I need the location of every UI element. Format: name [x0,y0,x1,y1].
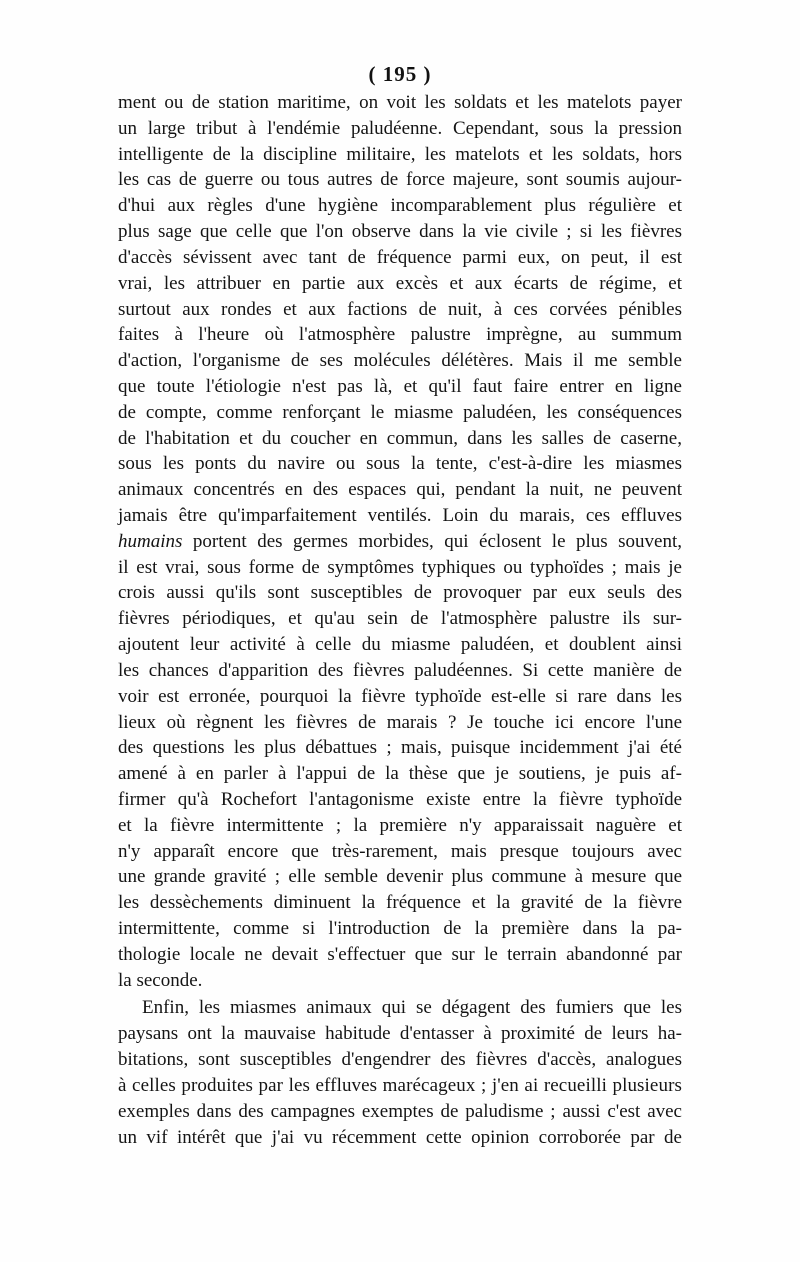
text-line: les chances d'apparition des fièvres paludéennes. Si cette manière de [118,659,682,681]
text-line: jamais être qu'imparfaitement ventilés. Loin du marais, ces effluves [118,505,682,526]
text-line: faites à l'heure où l'atmosphère palustre imprègne, au summum [118,324,682,346]
text-line: ajoutent leur activité à celle du miasme paludéen, et doublent ainsi [118,634,682,656]
text-line: exemples dans des campagnes exemptes de paludisme ; aussi c'est avec [118,1100,682,1122]
text-line: que toute l'étiologie n'est pas là, et qu'il faut faire entrer en ligne [118,375,682,397]
text-line: paysans ont la mauvaise habitude d'entasser à proximité de leurs ha- [118,1023,682,1045]
text-line: voir est erronée, pourquoi la fièvre typhoïde est-elle si rare dans les [118,685,682,707]
text-line: surtout aux rondes et aux factions de nuit, à ces corvées pénibles [118,298,682,320]
text-line: ment ou de station maritime, on voit les soldats et les matelots payer [118,92,682,113]
text-line: à celles produites par les effluves marécageux ; j'en ai recueilli plusieurs [118,1074,682,1096]
text-line: firmer qu'à Rochefort l'antagonisme existe entre la fièvre typhoïde [118,788,682,810]
body-text [118,90,682,1150]
text-line: il est vrai, sous forme de symptômes typhiques ou typhoïdes ; mais je [118,556,682,578]
text-line: intelligente de la discipline militaire, les matelots et les soldats, hors [118,143,682,165]
text-line: lieux où règnent les fièvres de marais ? Je touche ici encore l'une [118,711,682,733]
text-line: un large tribut à l'endémie paludéenne. Cependant, sous la pression [118,117,682,139]
text-line: thologie locale ne devait s'effectuer que sur le terrain abandonné par [118,943,682,965]
paragraph-last-line: la seconde. [118,969,203,991]
text-line: fièvres périodiques, et qu'au sein de l'atmosphère palustre ils sur- [118,608,682,630]
text-line: d'accès sévissent avec tant de fréquence parmi eux, on peut, il est [118,246,682,268]
text-line: d'hui aux règles d'une hygiène incomparablement plus régulière et [118,195,682,217]
text-line: plus sage que celle que l'on observe dans la vie civile ; si les fièvres [118,221,682,243]
text-line: vrai, les attribuer en partie aux excès et aux écarts de régime, et [118,272,682,294]
text-line: un vif intérêt que j'ai vu récemment cette opinion corroborée par de [118,1126,682,1148]
paragraph-first-line: Enfin, les miasmes animaux qui se dégagent des fumiers que les [142,997,682,1019]
text-line: d'action, l'organisme de ses molécules délétères. Mais il me semble [118,350,682,372]
text-line: crois aussi qu'ils sont susceptibles de provoquer par eux seuls des [118,582,682,604]
text-line: et la fièvre intermittente ; la première n'y apparaissait naguère et [118,814,682,836]
text-line: les cas de guerre ou tous autres de force majeure, sont soumis aujour- [118,169,682,191]
page-number: ( 195 ) [368,62,432,86]
text-fragment: portent des germes morbides, qui éclosent le plus souvent, [182,530,682,552]
text-line-italic [118,529,682,555]
text-line: bitations, sont susceptibles d'engendrer des fièvres d'accès, analogues [118,1049,682,1071]
text-line: sous les ponts du navire ou sous la tente, c'est-à-dire les miasmes [118,453,682,475]
text-line: intermittente, comme si l'introduction de la première dans la pa- [118,918,682,939]
text-line: amené à en parler à l'appui de la thèse que je soutiens, je puis af- [118,763,682,785]
text-line: de l'habitation et du coucher en commun, dans les salles de caserne, [118,427,682,449]
text-line: n'y apparaît encore que très-rarement, mais presque toujours avec [118,840,682,862]
text-line: des questions les plus débattues ; mais, puisque incidemment j'ai été [118,737,682,759]
text-line: les dessèchements diminuent la fréquence et la gravité de la fièvre [118,892,682,914]
text-line: animaux concentrés en des espaces qui, pendant la nuit, ne peuvent [118,479,682,501]
italic-word: humains [118,530,183,552]
text-line: de compte, comme renforçant le miasme paludéen, les conséquences [118,401,682,423]
text-line: une grande gravité ; elle semble devenir plus commune à mesure que [118,866,682,888]
